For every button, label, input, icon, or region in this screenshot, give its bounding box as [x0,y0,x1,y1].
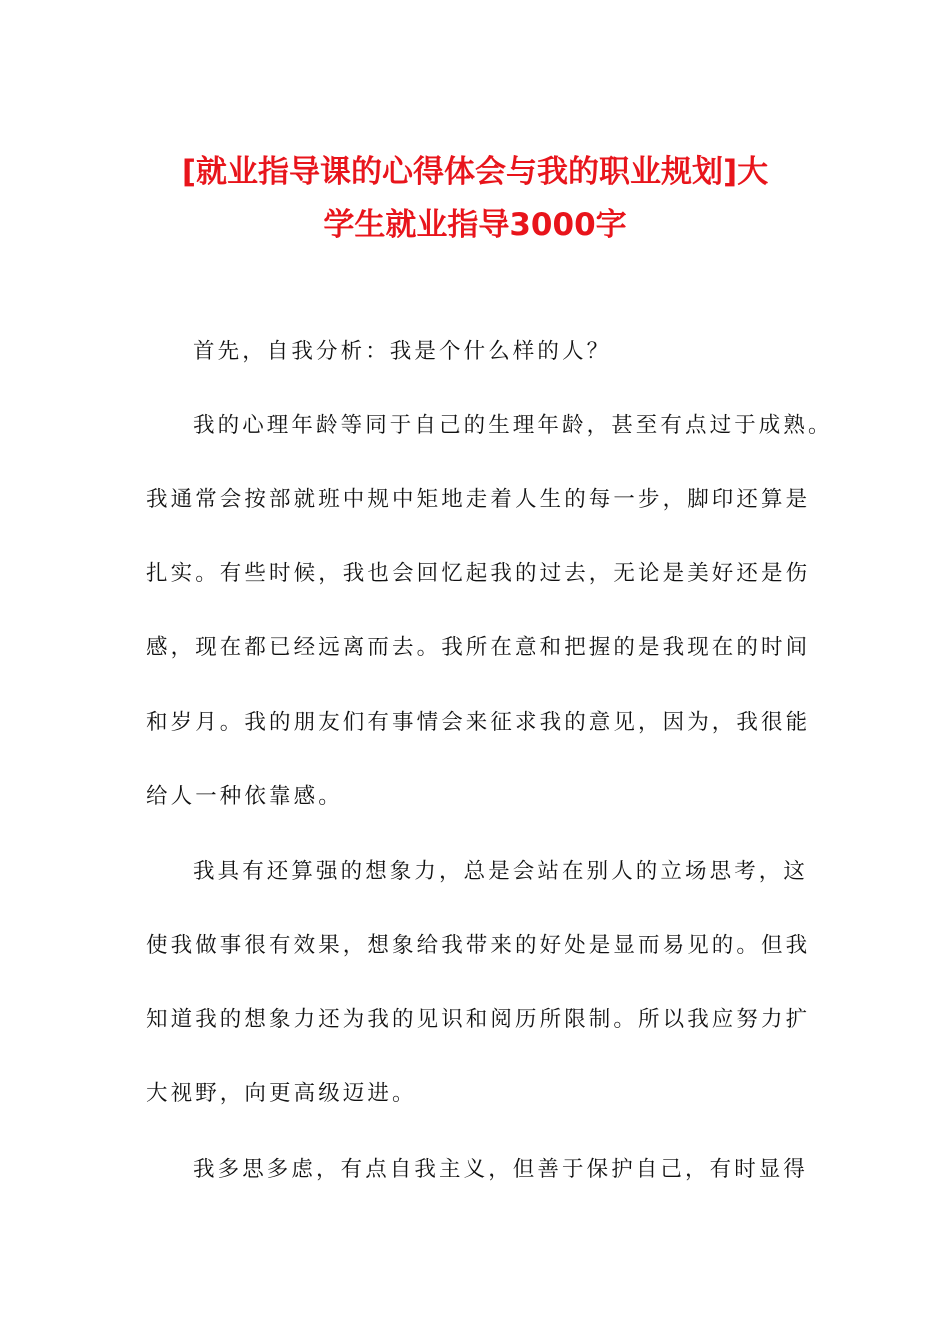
paragraph-line: 知道我的想象力还为我的见识和阅历所限制。所以我应努力扩 [146,1007,811,1032]
paragraph-line: 感，现在都已经远离而去。我所在意和把握的是我现在的时间 [146,635,811,660]
paragraph-line: 我具有还算强的想象力，总是会站在别人的立场思考，这 [193,859,809,884]
paragraph-line: 我通常会按部就班中规中矩地走着人生的每一步，脚印还算是 [146,487,811,512]
paragraph-line: 使我做事很有效果，想象给我带来的好处是显而易见的。但我 [146,933,811,958]
paragraph-line: 我多思多虑，有点自我主义，但善于保护自己，有时显得 [193,1157,809,1182]
title-line: 学生就业指导3000字 [323,207,627,243]
document-title [100,146,850,252]
paragraph-line: 大视野，向更高级迈进。 [146,1081,417,1106]
paragraph-line: 扎实。有些时候，我也会回忆起我的过去，无论是美好还是伤 [146,561,811,586]
paragraph-line: 给人一种依靠感。 [146,784,343,809]
paragraph-line: 首先，自我分析：我是个什么样的人？ [193,339,612,364]
paragraph-line: 和岁月。我的朋友们有事情会来征求我的意见，因为，我很能 [146,710,811,735]
title-line: [就业指导课的心得体会与我的职业规划]大 [181,154,769,190]
paragraph-line: 我的心理年龄等同于自己的生理年龄，甚至有点过于成熟。 [193,413,833,438]
